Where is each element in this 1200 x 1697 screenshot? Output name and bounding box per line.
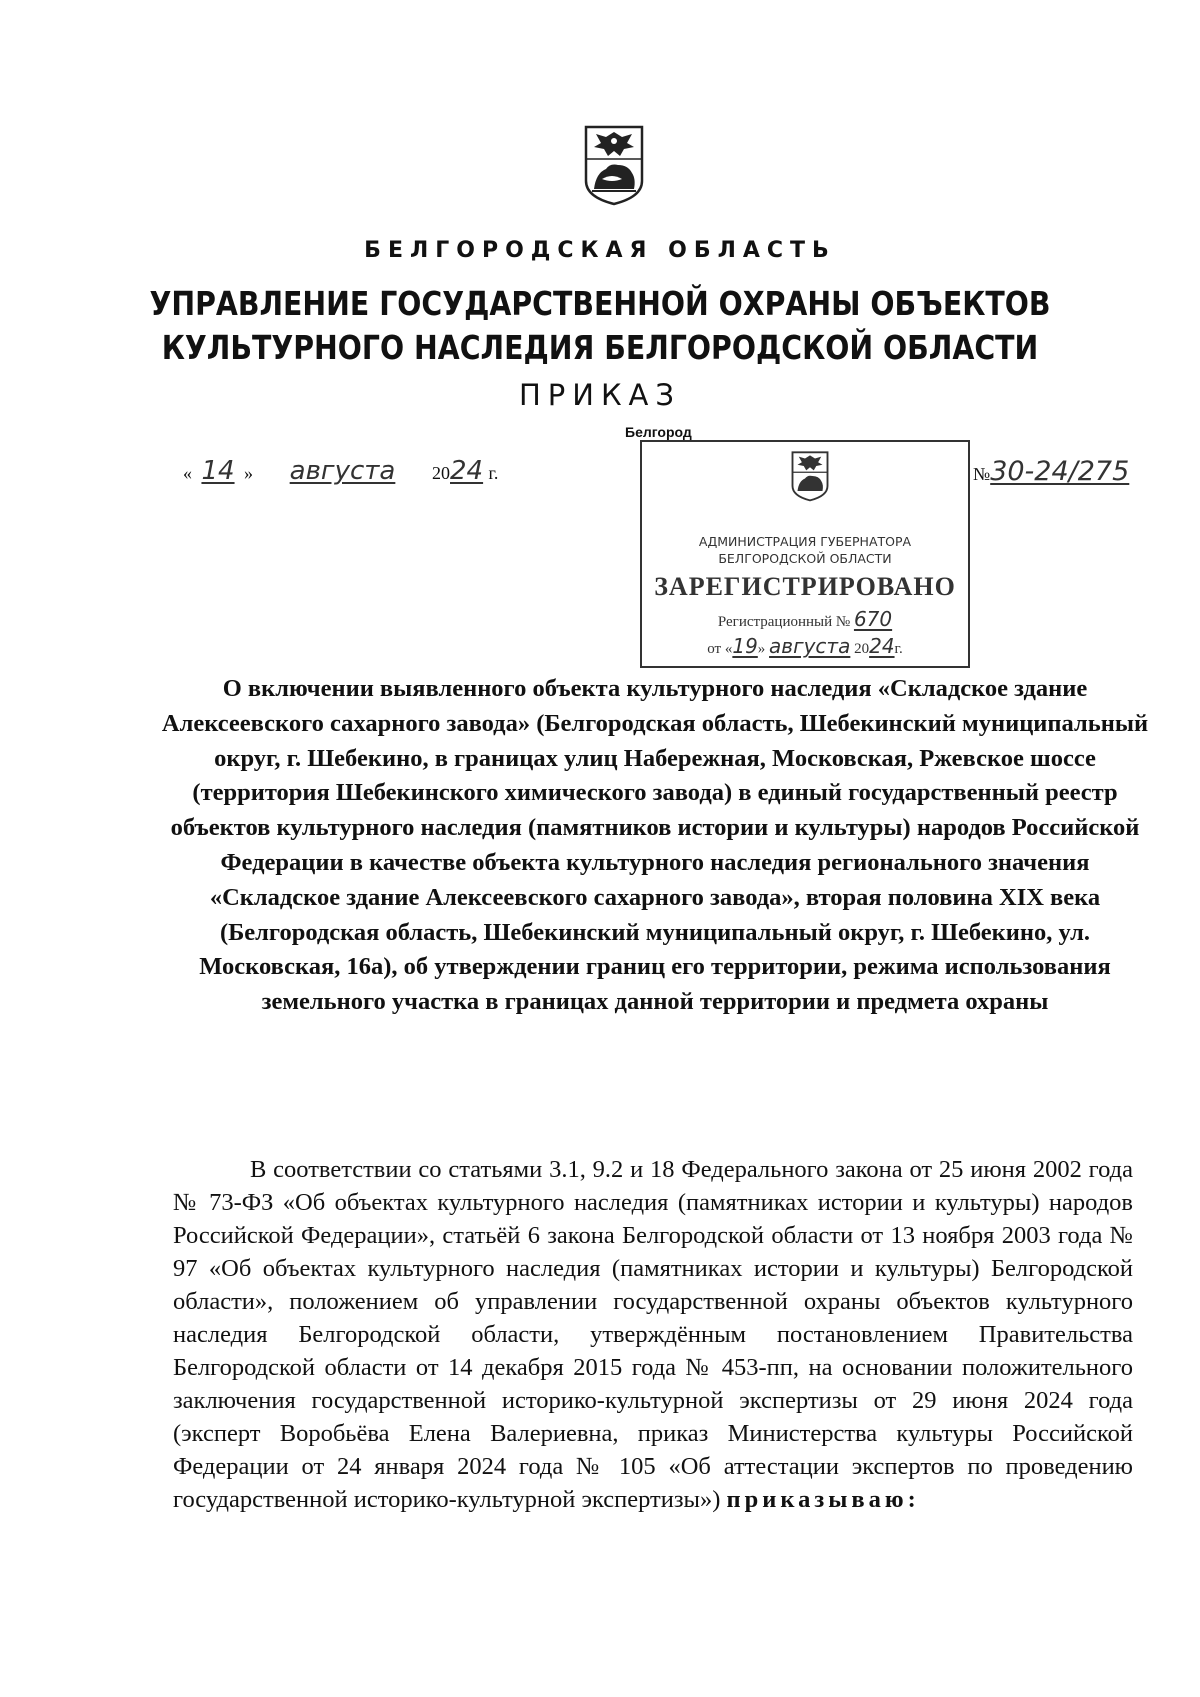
stamp-administration	[642, 533, 968, 567]
stamp-date-day: 19	[732, 634, 758, 658]
stamp-line1: АДМИНИСТРАЦИЯ ГУБЕРНАТОРА	[698, 534, 912, 549]
date-year-mark: г.	[488, 463, 499, 483]
stamp-date-year-mark: г.	[894, 641, 903, 657]
stamp-date-from: от «	[707, 641, 733, 657]
agency-name-line2: КУЛЬТУРНОГО НАСЛЕДИЯ БЕЛГОРОДСКОЙ ОБЛАСТИ	[161, 328, 1039, 367]
stamp-line2: БЕЛГОРОДСКОЙ ОБЛАСТИ	[718, 551, 892, 566]
date-day: 14	[201, 456, 235, 486]
stamp-date	[642, 634, 968, 658]
stamp-reg-label: Регистрационный №	[717, 614, 851, 630]
stamp-date-year-prefix: 20	[854, 641, 870, 657]
stamp-status: ЗАРЕГИСТРИРОВАНО	[654, 572, 956, 601]
agency-name-line1: УПРАВЛЕНИЕ ГОСУДАРСТВЕННОЙ ОХРАНЫ ОБЪЕКТОВ	[149, 284, 1051, 323]
date-month: августа	[289, 456, 396, 486]
stamp-date-mid: »	[757, 641, 766, 657]
date-year: 24	[450, 456, 484, 486]
region-name: БЕЛГОРОДСКАЯ ОБЛАСТЬ	[364, 238, 836, 263]
stamp-reg-number	[642, 607, 968, 631]
order-date	[183, 456, 498, 486]
stamp-emblem	[790, 448, 830, 504]
coat-of-arms-emblem	[582, 123, 646, 207]
number-value: 30-24/275	[990, 456, 1130, 487]
date-year-prefix: 20	[432, 463, 450, 483]
preamble-paragraph	[173, 1153, 1133, 1516]
registration-stamp	[640, 440, 970, 668]
stamp-date-month: августа	[769, 634, 851, 658]
date-close-quote: »	[244, 463, 253, 483]
stamp-date-year: 24	[869, 634, 895, 658]
document-title: О включении выявленного объекта культурного наследия «Складское здание Алексеевского сахарного завода» (Белгородская область, Шебекинский муниципальный округ, г. Шебекино, в границах улиц Набережная, Московская, Ржевское шоссе (территория Шебекинского химического завода) в единый государственный реестр объектов культурного наследия (памятников истории и культуры) народов Российской Федерации в качестве объекта культурного наследия регионального значения «Складское здание Алексеевского сахарного завода», вторая половина XIX века (Белгородская область, Шебекинский муниципальный округ, г. Шебекино, ул. Московская, 16а), об утверждении границ его территории, режима использования земельного участка в границах данной территории и предмета охраны	[161, 675, 1149, 1016]
document-type: ПРИКАЗ	[518, 378, 681, 412]
preamble-text: В соответствии со статьями 3.1, 9.2 и 18 Федерального закона от 25 июня 2002 года № 73-ФЗ «Об объектах культурного наследия (памятниках истории и культуры) народов Российской Федерации», статьёй 6 закона Белгородской области от 13 ноября 2003 года № 97 «Об объектах культурного наследия (памятниках истории и культуры) Белгородской области», положением об управлении государственной охраны объектов культурного наследия Белгородской области, утверждённым постановлением Правительства Белгородской области от 14 декабря 2015 года № 453-пп, на основании положительного заключения государственной историко-культурной экспертизы от 29 июня 2024 года (эксперт Воробьёва Елена Валериевна, приказ Министерства культуры Российской Федерации от 24 января 2024 года № 105 «Об аттестации экспертов по проведению государственной историко-культурной экспертизы»)	[173, 1156, 1133, 1513]
date-open-quote: «	[183, 463, 192, 483]
order-number	[973, 456, 1129, 487]
city-name: Белгород	[625, 424, 692, 440]
order-word: приказываю:	[726, 1486, 920, 1513]
document-body	[173, 1153, 1133, 1516]
stamp-reg-value: 670	[853, 607, 893, 631]
number-prefix: №	[973, 464, 991, 484]
